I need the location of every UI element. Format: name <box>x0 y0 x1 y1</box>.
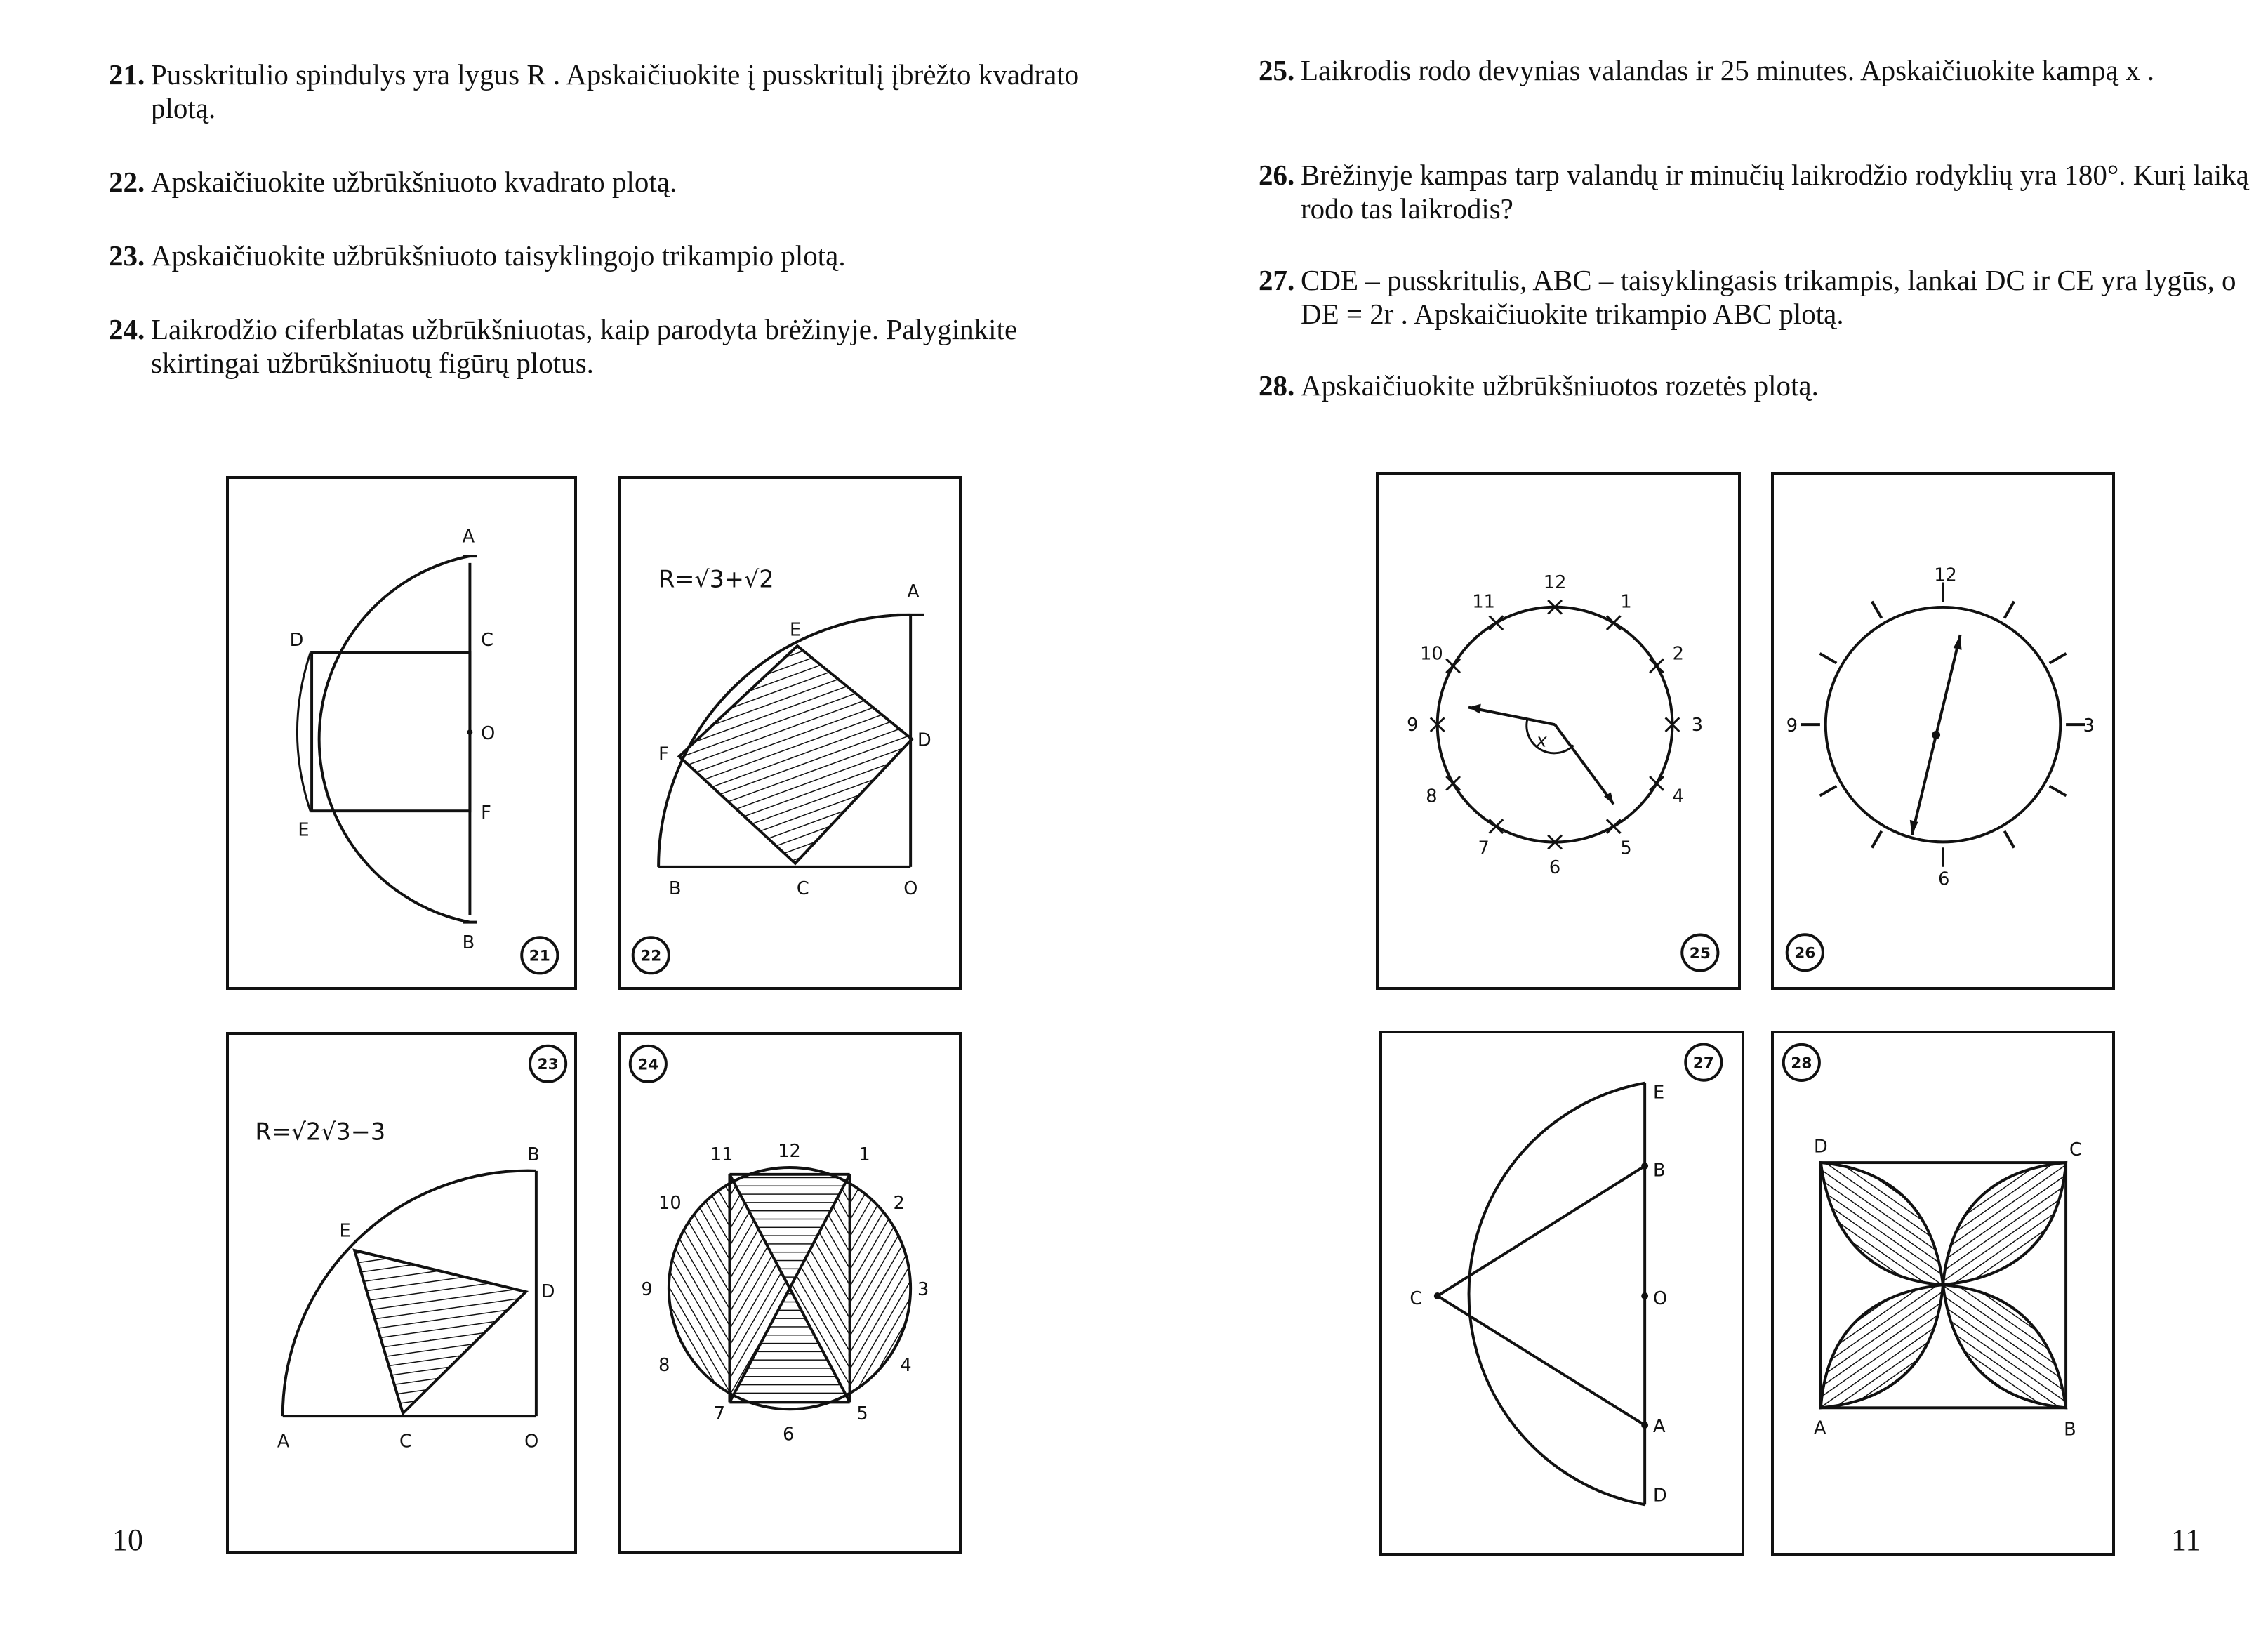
figure-28 <box>1771 1031 2115 1556</box>
hour-number: 11 <box>1472 591 1495 613</box>
svg-text:8: 8 <box>658 1355 670 1377</box>
problem-27: 27. CDE – pusskritulis, ABC – taisyklingasis trikampis, lankai DC ir CE yra lygūs, o DE = 2r . Apskaičiuokite trikampio ABC plotą. <box>1259 264 2236 330</box>
page-number-right: 11 <box>2171 1523 2201 1557</box>
problem-21: 21. Pusskritulio spindulys yra lygus R . Apskaičiuokite į pusskritulį įbrėžto kvadrato plotą. <box>109 58 1080 124</box>
svg-text:3: 3 <box>917 1278 929 1300</box>
svg-text:3: 3 <box>2083 715 2095 736</box>
label-D: D <box>1814 1136 1828 1158</box>
figure-21 <box>226 476 577 990</box>
label-A: A <box>1652 1415 1666 1437</box>
label-D: D <box>541 1280 555 1302</box>
problem-23: 23. Apskaičiuokite užbrūkšniuoto taisyklingojo trikampio plotą. <box>109 239 846 272</box>
svg-text:27: 27 <box>1692 1054 1714 1073</box>
hour-tick <box>2005 602 2015 618</box>
figure-27-drawing <box>1382 1033 1742 1553</box>
label-C: C <box>2069 1139 2082 1161</box>
label-O: O <box>1652 1288 1668 1309</box>
label-A: A <box>1814 1417 1826 1439</box>
svg-text:23: 23 <box>537 1056 559 1074</box>
hour-number: 10 <box>1420 643 1443 665</box>
right-page <box>1134 0 2268 1628</box>
figure-21-drawing <box>229 479 574 987</box>
figure-26-drawing <box>1774 475 2112 987</box>
svg-text:11: 11 <box>710 1144 734 1166</box>
svg-text:10: 10 <box>658 1192 682 1214</box>
hour-tick <box>2005 831 2015 848</box>
hour-tick <box>1820 786 1837 796</box>
figure-23 <box>226 1032 577 1554</box>
svg-text:6: 6 <box>1938 868 1950 890</box>
svg-text:22: 22 <box>640 947 662 965</box>
label-C: C <box>796 878 809 900</box>
hour-number: 6 <box>1549 856 1561 878</box>
label-B: B <box>462 932 475 954</box>
label-D: D <box>289 630 304 651</box>
label-E: E <box>790 619 802 641</box>
problem-26: 26. Brėžinyje kampas tarp valandų ir minučių laikrodžio rodyklių yra 180°. Kurį laiką rodo tas laikrodis? <box>1259 159 2249 225</box>
hour-tick <box>1872 831 1882 848</box>
label-D: D <box>917 729 931 751</box>
hour-tick <box>1872 602 1882 618</box>
hour-number: 9 <box>1407 715 1419 736</box>
problem-22: 22. Apskaičiuokite užbrūkšniuoto kvadrato plotą. <box>109 166 677 198</box>
svg-text:25: 25 <box>1689 944 1711 962</box>
label-E: E <box>339 1220 351 1242</box>
label-B: B <box>668 878 682 900</box>
label-D: D <box>1652 1485 1667 1507</box>
hour-number: 5 <box>1620 838 1632 859</box>
label-C: C <box>1410 1288 1423 1309</box>
svg-text:4: 4 <box>900 1355 912 1377</box>
label-E: E <box>298 819 310 841</box>
svg-text:26: 26 <box>1794 944 1816 962</box>
label-A: A <box>277 1431 290 1452</box>
svg-text:9: 9 <box>1786 715 1798 736</box>
problem-25: 25. Laikrodis rodo devynias valandas ir 25 minutes. Apskaičiuokite kampą x . <box>1259 54 2155 86</box>
hour-number: 3 <box>1691 715 1704 736</box>
label-F: F <box>658 743 669 765</box>
figure-22-drawing <box>621 479 959 987</box>
svg-text:1: 1 <box>858 1144 870 1166</box>
svg-text:6: 6 <box>783 1424 795 1445</box>
formula-22: R=√3+√2 <box>658 565 774 593</box>
label-F: F <box>481 802 491 824</box>
label-E: E <box>1652 1082 1665 1104</box>
figure-24-drawing <box>621 1035 959 1551</box>
hour-tick <box>2050 654 2067 663</box>
figure-26 <box>1771 472 2115 990</box>
svg-text:2: 2 <box>893 1192 905 1214</box>
label-B: B <box>527 1144 540 1166</box>
figure-23-drawing <box>229 1035 574 1551</box>
figure-27 <box>1379 1031 1744 1556</box>
label-B: B <box>2064 1419 2076 1441</box>
label-C: C <box>399 1431 412 1452</box>
figure-25-drawing <box>1379 475 1738 987</box>
label-A: A <box>907 581 920 603</box>
hour-number: 1 <box>1620 591 1632 613</box>
problem-28: 28. Apskaičiuokite užbrūkšniuotos rozetės plotą. <box>1259 369 1819 402</box>
hour-number: 2 <box>1672 643 1684 665</box>
figure-25 <box>1376 472 1741 990</box>
problem-24: 24. Laikrodžio ciferblatas užbrūkšniuotas, kaip parodyta brėžinyje. Palyginkite skirtingai užbrūkšniuotų figūrų plotus. <box>109 313 1018 379</box>
label-O: O <box>481 722 496 744</box>
svg-text:9: 9 <box>641 1278 653 1300</box>
hour-tick <box>2050 786 2067 796</box>
formula-23: R=√2√3−3 <box>255 1118 386 1146</box>
hour-number: 12 <box>1543 572 1567 594</box>
label-C: C <box>481 630 494 651</box>
hour-number: 8 <box>1426 786 1438 807</box>
figure-22 <box>618 476 962 990</box>
svg-text:7: 7 <box>713 1403 726 1425</box>
label-B: B <box>1652 1160 1666 1182</box>
angle-label-x: x <box>1536 730 1547 752</box>
svg-text:12: 12 <box>778 1141 801 1163</box>
svg-text:12: 12 <box>1934 564 1957 586</box>
page-number-left: 10 <box>112 1523 143 1557</box>
svg-text:24: 24 <box>637 1056 659 1074</box>
hour-number: 4 <box>1672 786 1684 807</box>
label-A: A <box>462 526 475 548</box>
svg-text:28: 28 <box>1791 1054 1812 1073</box>
hour-tick <box>1820 654 1837 663</box>
label-O: O <box>903 878 918 900</box>
figure-24 <box>618 1032 962 1554</box>
figure-28-drawing <box>1774 1033 2112 1553</box>
hour-number: 7 <box>1478 838 1490 859</box>
svg-text:5: 5 <box>856 1403 868 1425</box>
svg-text:21: 21 <box>529 947 550 965</box>
label-O: O <box>524 1431 539 1452</box>
